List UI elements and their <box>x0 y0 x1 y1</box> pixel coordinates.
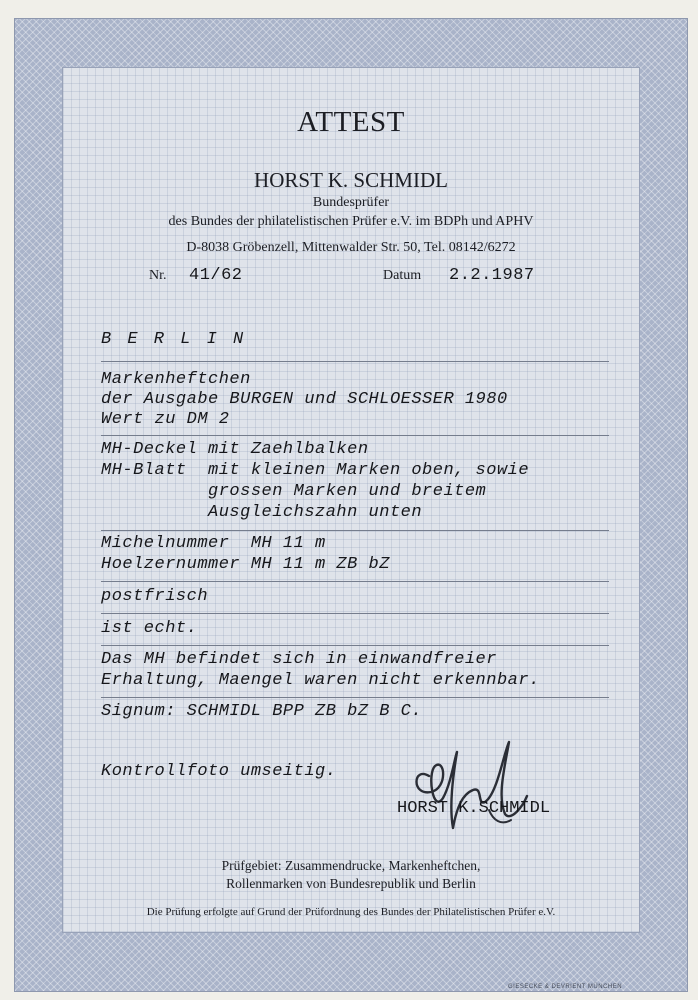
printer-imprint: GIESECKE & DEVRIENT MÜNCHEN <box>508 984 623 990</box>
certificate-panel <box>62 67 640 933</box>
item-line: Markenheftchen <box>101 370 251 389</box>
detail-line: MH-Deckel mit Zaehlbalken <box>101 440 369 459</box>
certificate-title: ATTEST <box>297 106 405 138</box>
legal-notice: Die Prüfung erfolgte auf Grund der Prüfordnung des Bundes der Philatelistischen Prüfer e.V. <box>146 906 556 918</box>
detail-line: MH-Blatt mit kleinen Marken oben, sowie <box>101 461 530 480</box>
divider <box>101 581 609 582</box>
remark-line: Erhaltung, Maengel waren nicht erkennbar. <box>101 671 540 690</box>
remark-line: Das MH befindet sich in einwandfreier <box>101 650 497 669</box>
photo-note: Kontrollfoto umseitig. <box>101 762 337 781</box>
divider <box>101 361 609 362</box>
date-label: Datum <box>383 268 422 283</box>
country-text: B E R L I N <box>101 330 247 349</box>
examiner-association: des Bundes der philatelistischen Prüfer e.V. im BDPh und APHV <box>168 214 534 229</box>
detail-line: grossen Marken und breitem <box>101 482 487 501</box>
handwritten-signature <box>393 736 593 846</box>
signum-text: Signum: SCHMIDL BPP ZB bZ B C. <box>101 702 423 721</box>
divider <box>101 435 609 436</box>
catalog-line: Hoelzernummer MH 11 m ZB bZ <box>101 555 390 574</box>
number-label: Nr. <box>149 268 167 283</box>
scope-line: Prüfgebiet: Zusammendrucke, Markenheftchen, <box>221 858 481 873</box>
scope-line: Rollenmarken von Bundesrepublik und Berlin <box>226 876 476 891</box>
item-line: der Ausgabe BURGEN und SCHLOESSER 1980 <box>101 390 508 409</box>
catalog-line: Michelnummer MH 11 m <box>101 534 326 553</box>
date-value: 2.2.1987 <box>449 266 535 285</box>
divider <box>101 530 609 531</box>
verdict-text: ist echt. <box>101 619 198 638</box>
number-value: 41/62 <box>189 266 243 285</box>
signature-name: HORST K.SCHMIDL <box>397 799 551 818</box>
divider <box>101 613 609 614</box>
item-line: Wert zu DM 2 <box>101 410 230 429</box>
detail-line: Ausgleichszahn unten <box>101 503 423 522</box>
divider <box>101 697 609 698</box>
condition-text: postfrisch <box>101 587 209 606</box>
examiner-role: Bundesprüfer <box>312 195 390 210</box>
examiner-address: D-8038 Gröbenzell, Mittenwalder Str. 50, Tel. 08142/6272 <box>186 240 516 255</box>
divider <box>101 645 609 646</box>
examiner-name: HORST K. SCHMIDL <box>254 168 448 192</box>
